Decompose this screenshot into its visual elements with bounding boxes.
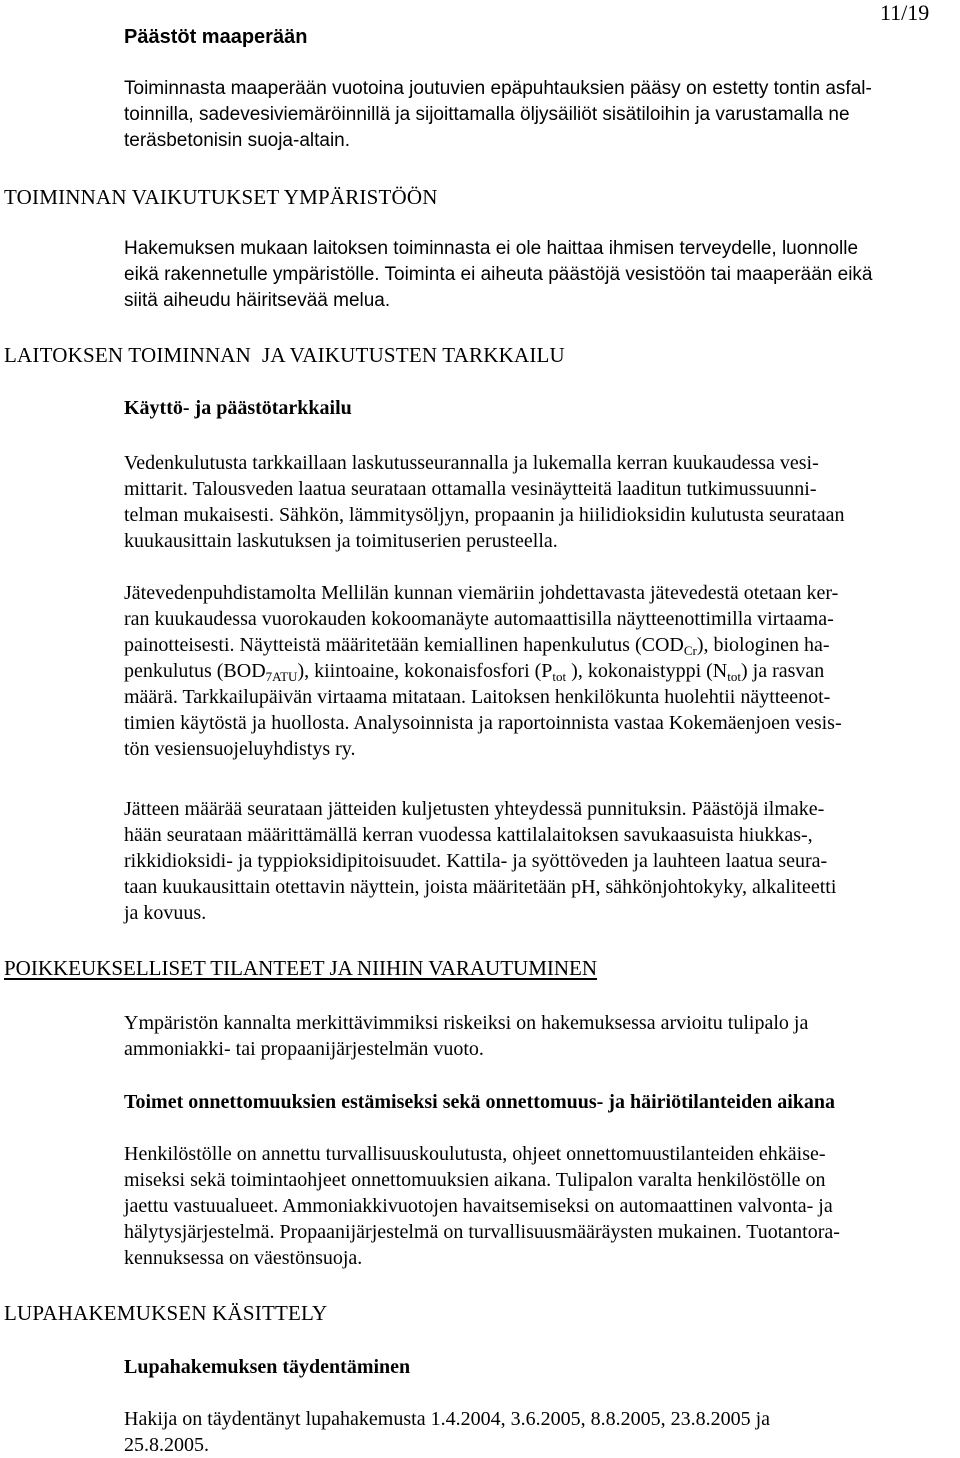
text-line: Henkilöstölle on annettu turvallisuuskoulutusta, ohjeet onnettomuustilanteiden ehkäise- [124, 1143, 826, 1165]
subscript-7atu: 7ATU [265, 669, 298, 684]
section-heading-lupa: LUPAHAKEMUKSEN KÄSITTELY [4, 1301, 328, 1325]
subscript-cr: Cr [683, 643, 697, 658]
text-line: määrä. Tarkkailupäivän virtaama mitataan. Laitoksen henkilökunta huolehtii näytteenot- [124, 686, 831, 708]
text-line: kennuksessa on väestönsuoja. [124, 1247, 363, 1269]
text-line: Hakija on täydentänyt lupahakemusta 1.4.2004, 3.6.2005, 8.8.2005, 23.8.2005 ja [124, 1408, 771, 1430]
text-line [124, 658, 842, 684]
subheading-toimet: Toimet onnettomuuksien estämiseksi sekä onnettomuus- ja häiriötilanteiden aikana [124, 1091, 835, 1113]
text-span: penkulutus (BOD [124, 660, 266, 682]
text-line: telman mukaisesti. Sähkön, lämmitysöljyn, propaanin ja hiilidioksidin kulutusta seurataan [124, 504, 845, 526]
text-line: Jätevedenpuhdistamolta Mellilän kunnan viemäriin johdettavasta jätevedestä otetaan ker- [124, 582, 839, 604]
text-line: ran kuukaudessa vuorokauden kokoomanäyte automaattisilla näytteenottimilla virtaama- [124, 608, 834, 630]
text-line: rikkidioksidi- ja typpioksidipitoisuudet. Kattila- ja syöttöveden ja lauhteen laatua seura- [124, 850, 828, 872]
text-line: Toiminnasta maaperään vuotoina joutuvien epäpuhtauksien pääsy on estetty tontin asfal- [124, 78, 872, 99]
text-line: jaettu vastuualueet. Ammoniakkivuotojen havaitsemiseksi on automaattinen valvonta- ja [124, 1195, 833, 1217]
text-line: teräsbetonisin suoja-altain. [124, 130, 351, 151]
text-line: timien käytöstä ja huollosta. Analysoinnista ja raportoinnista vastaa Kokemäenjoen vesis- [124, 712, 842, 734]
text-span: painotteisesti. Näytteistä määritetään kemiallinen hapenkulutus (COD [124, 634, 684, 656]
paragraph-poikkeus [124, 1010, 808, 1062]
text-line: taan kuukausittain otettavin näyttein, joista määritetään pH, sähkönjohtokyky, alkaliteetti [124, 876, 837, 898]
text-line [124, 632, 842, 658]
subscript-tot: tot [727, 669, 741, 684]
paragraph-jatevesi [124, 580, 842, 762]
text-line: Ympäristön kannalta merkittävimmiksi riskeiksi on hakemuksessa arvioitu tulipalo ja [124, 1012, 809, 1034]
subheading-taydentaminen: Lupahakemuksen täydentäminen [124, 1356, 411, 1378]
text-span: ), kiintoaine, kokonaisfosfori (P [297, 660, 553, 682]
text-line: toinnilla, sadevesiviemäröinnillä ja sijoittamalla öljysäiliöt sisätiloihin ja varustamalla ne [124, 104, 850, 125]
section-heading-vaikutukset: TOIMINNAN VAIKUTUKSET YMPÄRISTÖÖN [4, 185, 438, 209]
text-line: miseksi sekä toimintaohjeet onnettomuuksien aikana. Tulipalon varalta henkilöstölle on [124, 1169, 826, 1191]
text-span: ), kokonaistyppi (N [566, 660, 728, 682]
text-line: kuukausittain laskutuksen ja toimituserien perusteella. [124, 530, 558, 552]
section-heading-tarkkailu: LAITOKSEN TOIMINNAN JA VAIKUTUSTEN TARKKAILU [4, 343, 565, 367]
subheading-kaytto: Käyttö- ja päästötarkkailu [124, 397, 352, 419]
paragraph-paastot [124, 76, 872, 154]
text-line: tön vesiensuojeluyhdistys ry. [124, 738, 356, 760]
paragraph-vaikutukset [124, 236, 872, 314]
text-line: eikä rakennetulle ympäristölle. Toiminta ei aiheuta päästöjä vesistöön tai maaperään eikä [124, 264, 873, 285]
section-heading-paastot: Päästöt maaperään [124, 26, 308, 48]
text-line: mittarit. Talousveden laatua seurataan ottamalla vesinäytteitä laaditun tutkimussuunni- [124, 478, 817, 500]
subscript-tot: tot [552, 669, 567, 684]
paragraph-toimet [124, 1141, 840, 1271]
paragraph-taydentaminen [124, 1406, 770, 1458]
text-line: Jätteen määrää seurataan jätteiden kuljetusten yhteydessä punnituksin. Päästöjä ilmake- [124, 798, 825, 820]
text-line: 25.8.2005. [124, 1434, 209, 1456]
page-number: 11/19 [880, 0, 930, 25]
text-line: siitä aiheudu häiritsevää melua. [124, 290, 391, 311]
paragraph-kaytto [124, 450, 844, 554]
text-span: ), biologinen ha- [696, 634, 830, 656]
text-line: hälytysjärjestelmä. Propaanijärjestelmä on turvallisuusmääräysten mukainen. Tuotantora- [124, 1221, 840, 1243]
section-heading-poikkeus: POIKKEUKSELLISET TILANTEET JA NIIHIN VARAUTUMINEN [4, 956, 598, 980]
text-line: ammoniakki- tai propaanijärjestelmän vuoto. [124, 1038, 484, 1060]
text-line: Vedenkulutusta tarkkaillaan laskutusseurannalla ja lukemalla kerran kuukaudessa vesi- [124, 452, 819, 474]
text-span: ) ja rasvan [740, 660, 825, 682]
text-line: Hakemuksen mukaan laitoksen toiminnasta ei ole haittaa ihmisen terveydelle, luonnolle [124, 238, 859, 259]
text-line: hään seurataan määrittämällä kerran vuodessa kattilalaitoksen savukaasuista hiukkas-, [124, 824, 813, 846]
text-line: ja kovuus. [124, 902, 207, 924]
paragraph-jate [124, 796, 836, 926]
